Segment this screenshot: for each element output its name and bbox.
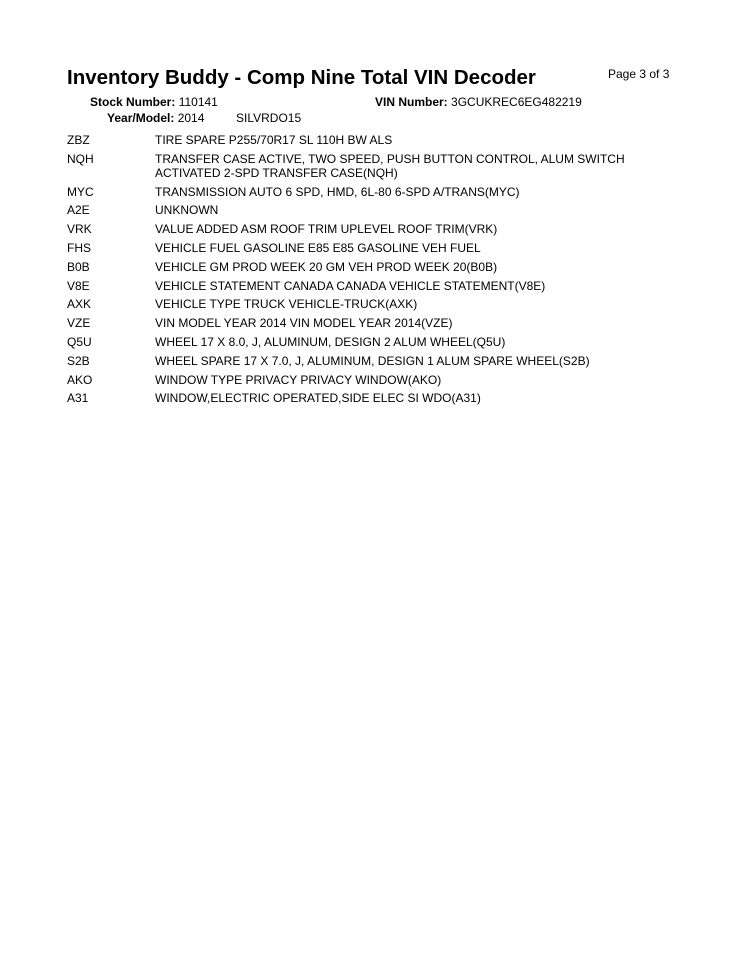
option-code: NQH: [67, 151, 94, 166]
option-description: WINDOW,ELECTRIC OPERATED,SIDE ELEC SI WDO(A31): [155, 391, 481, 406]
option-description: VIN MODEL YEAR 2014 VIN MODEL YEAR 2014(VZE): [155, 316, 453, 331]
option-description: TRANSFER CASE ACTIVE, TWO SPEED, PUSH BUTTON CONTROL, ALUM SWITCH ACTIVATED 2-SPD TRANSFER CASE(NQH): [155, 151, 625, 180]
option-row: [67, 222, 687, 236]
model-value: SILVRDO15: [236, 111, 302, 125]
option-row: [67, 373, 687, 387]
stock-number: [90, 95, 218, 109]
vin-number-value: 3GCUKREC6EG482219: [451, 95, 582, 109]
year-value: 2014: [177, 111, 205, 125]
option-row: [67, 316, 687, 330]
option-row: [67, 152, 687, 180]
option-description: WHEEL SPARE 17 X 7.0, J, ALUMINUM, DESIGN 1 ALUM SPARE WHEEL(S2B): [155, 353, 590, 368]
page-indicator: Page 3 of 3: [608, 67, 670, 81]
vin-number: [375, 95, 582, 109]
year-model-label: Year/Model:: [107, 111, 175, 125]
option-code: ZBZ: [67, 133, 90, 147]
option-description: WHEEL 17 X 8.0, J, ALUMINUM, DESIGN 2 ALUM WHEEL(Q5U): [155, 334, 506, 349]
option-code: Q5U: [67, 334, 92, 349]
option-row: [67, 185, 687, 199]
option-row: [67, 279, 687, 293]
option-description: VEHICLE STATEMENT CANADA CANADA VEHICLE STATEMENT(V8E): [155, 278, 546, 293]
option-code: B0B: [67, 259, 90, 274]
option-code: S2B: [67, 353, 90, 368]
option-list: [67, 133, 687, 410]
option-code: FHS: [67, 240, 91, 255]
stock-number-label: Stock Number:: [90, 95, 176, 109]
option-code: A31: [67, 391, 89, 406]
option-description: VEHICLE FUEL GASOLINE E85 E85 GASOLINE VEH FUEL: [155, 240, 481, 255]
option-row: [67, 133, 687, 147]
option-row: [67, 260, 687, 274]
option-code: A2E: [67, 203, 90, 218]
option-row: [67, 391, 687, 405]
option-description: VEHICLE GM PROD WEEK 20 GM VEH PROD WEEK 20(B0B): [155, 259, 498, 274]
option-description: VALUE ADDED ASM ROOF TRIM UPLEVEL ROOF TRIM(VRK): [155, 222, 498, 237]
option-description: WINDOW TYPE PRIVACY PRIVACY WINDOW(AKO): [155, 372, 442, 387]
option-code: MYC: [67, 184, 94, 199]
option-row: [67, 354, 687, 368]
year-model: [107, 111, 204, 125]
option-code: AXK: [67, 297, 92, 312]
option-description: TIRE SPARE P255/70R17 SL 110H BW ALS: [155, 133, 393, 147]
option-row: [67, 297, 687, 311]
vin-number-label: VIN Number:: [375, 95, 448, 109]
option-row: [67, 203, 687, 217]
option-description: VEHICLE TYPE TRUCK VEHICLE-TRUCK(AXK): [155, 297, 418, 312]
option-code: AKO: [67, 372, 93, 387]
option-row: [67, 241, 687, 255]
option-code: V8E: [67, 278, 90, 293]
option-row: [67, 335, 687, 349]
option-code: VRK: [67, 222, 92, 237]
stock-number-value: 110141: [178, 95, 218, 109]
option-code: VZE: [67, 316, 91, 331]
option-description: UNKNOWN: [155, 203, 219, 218]
page-title: Inventory Buddy - Comp Nine Total VIN Decoder: [67, 66, 536, 89]
option-description: TRANSMISSION AUTO 6 SPD, HMD, 6L-80 6-SPD A/TRANS(MYC): [155, 184, 520, 199]
